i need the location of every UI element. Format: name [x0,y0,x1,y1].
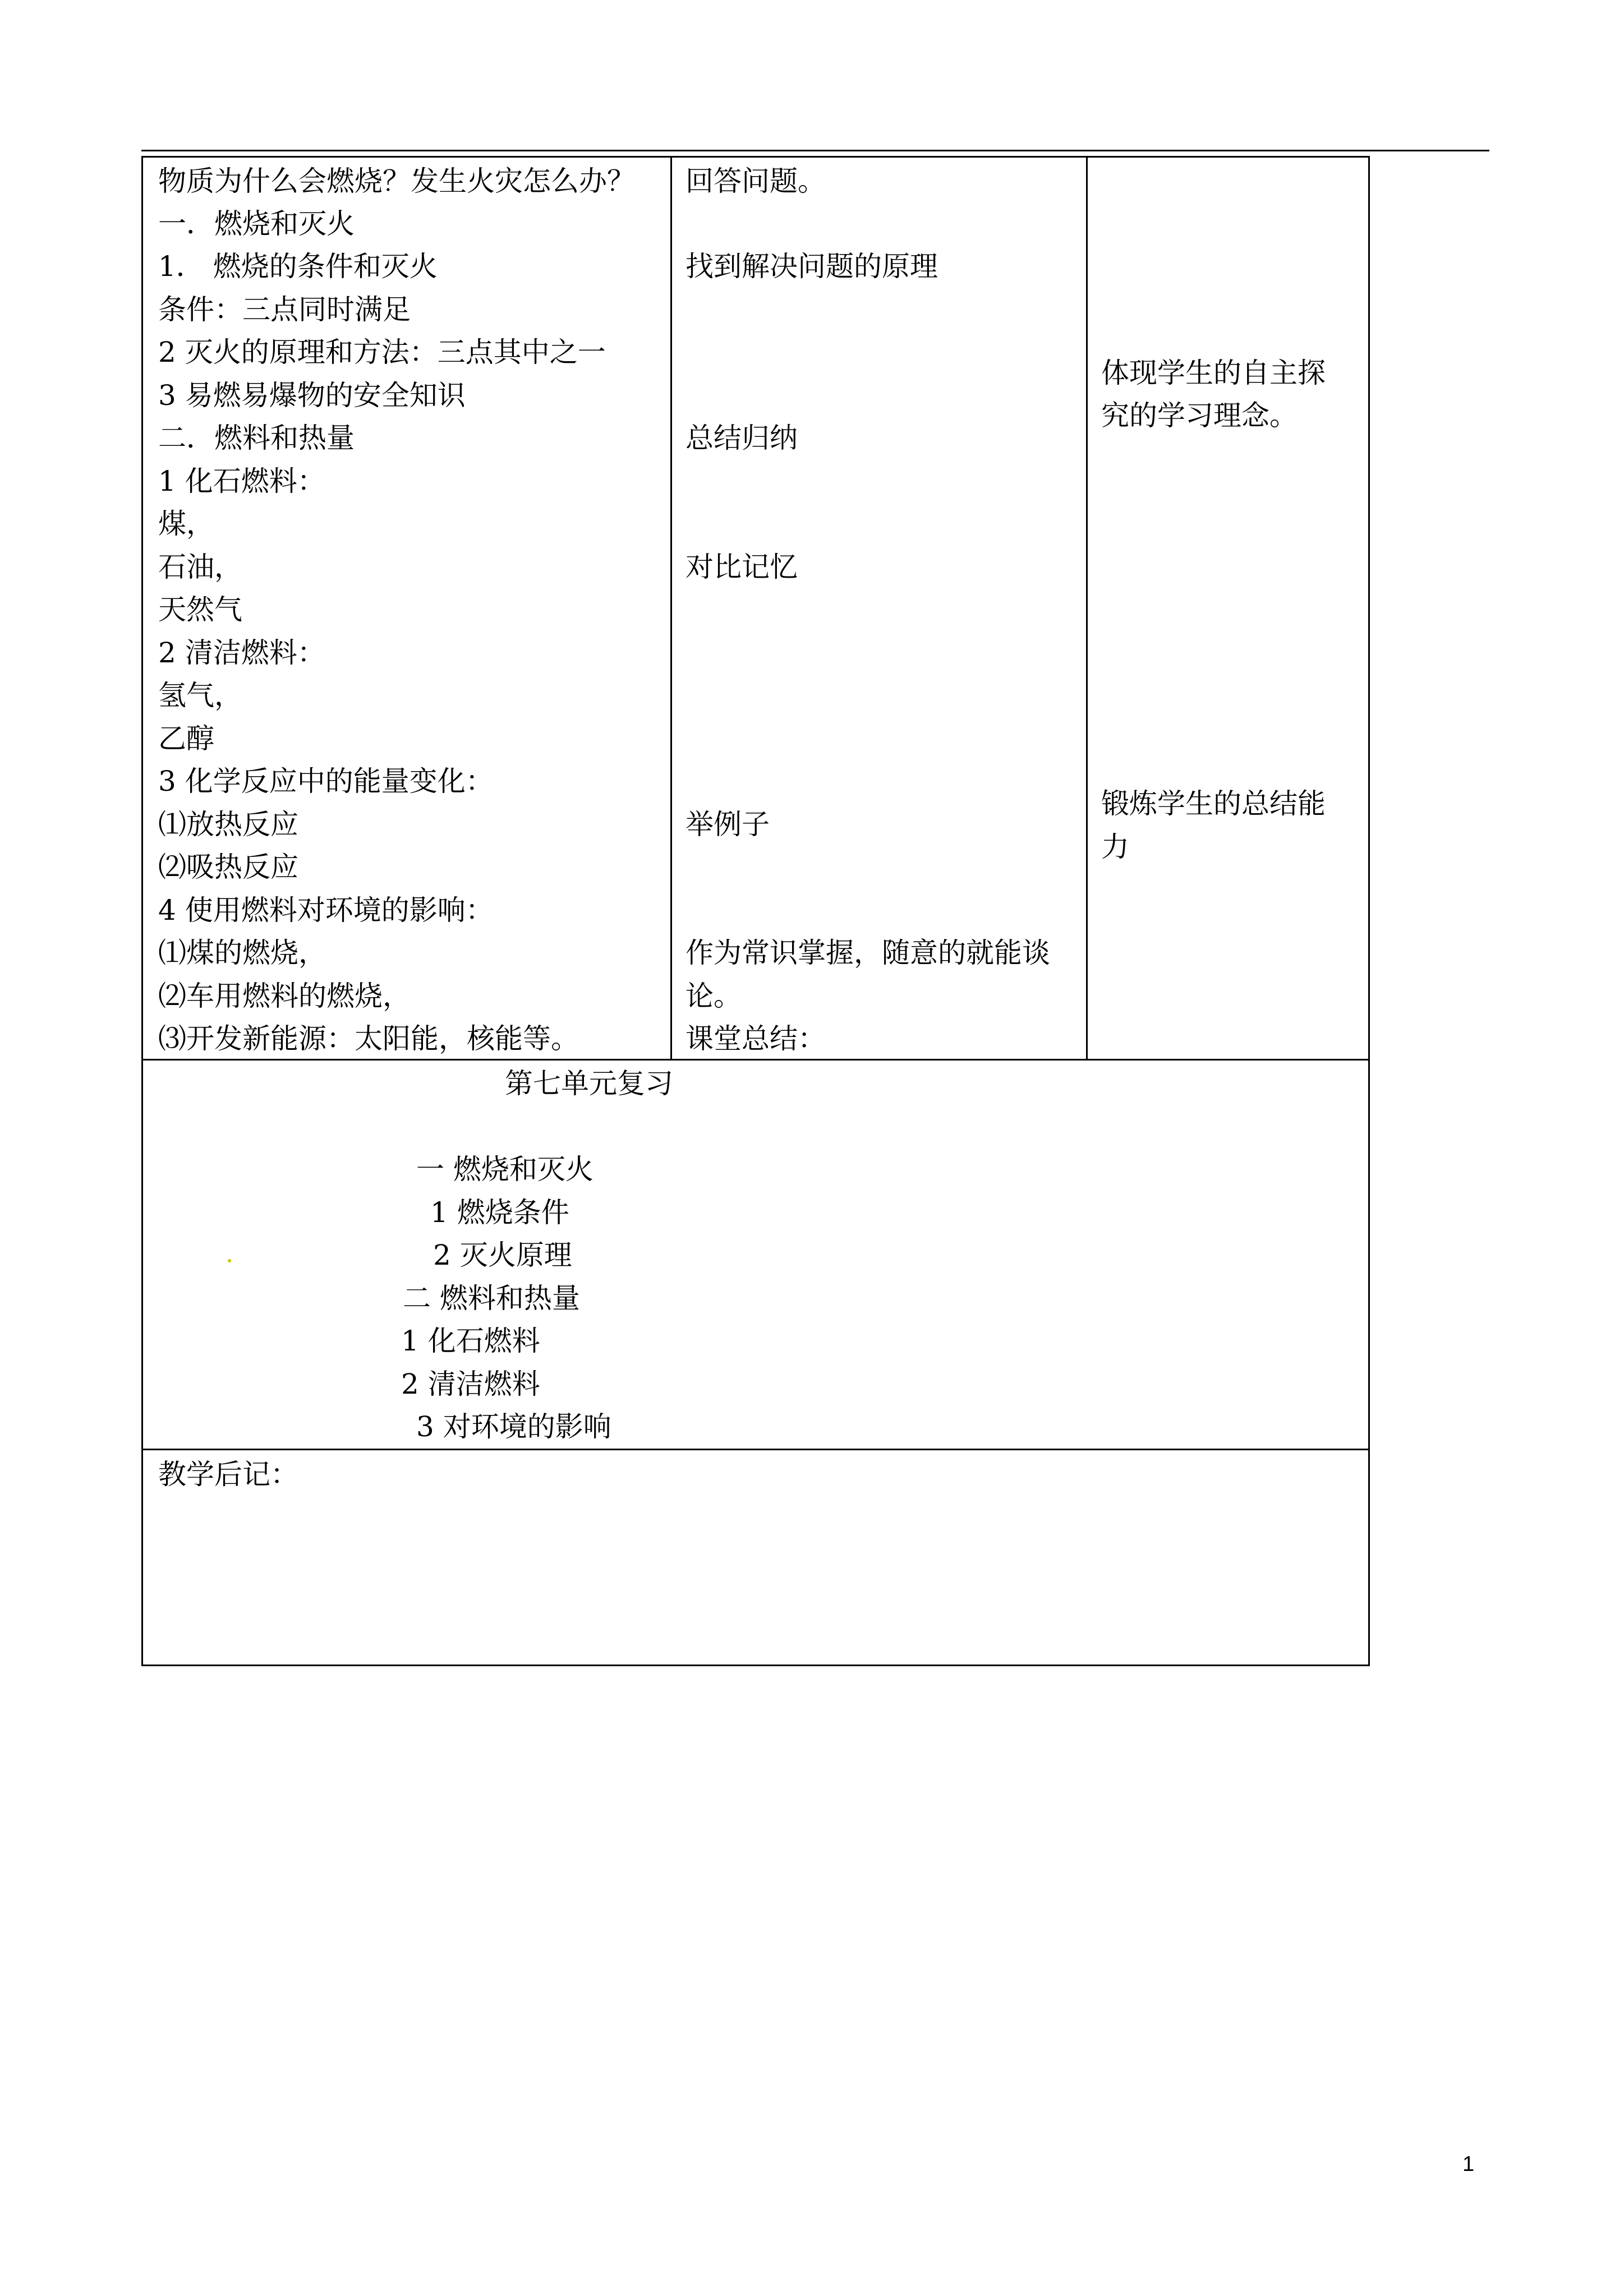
board-line: 2 灭火原理 [433,1239,572,1271]
table-divider-col2 [1086,156,1088,1061]
content-line: 2 灭火的原理和方法：三点其中之一 [158,336,606,368]
content-line: ⑶开发新能源：太阳能，核能等。 [158,1022,579,1055]
activity-line: 作为常识掌握，随意的就能谈 [686,937,1050,969]
board-line: 一 燃烧和灭火 [416,1153,594,1186]
activity-line: 回答问题。 [686,165,826,197]
content-line: 石油， [158,551,242,583]
activity-line: 课堂总结： [686,1022,826,1055]
content-line: 1． 燃烧的条件和灭火 [158,250,438,283]
table-divider-row2 [141,1449,1370,1450]
board-line: 2 清洁燃料 [401,1368,540,1400]
intent-line: 力 [1101,831,1129,863]
table-border-top [141,156,1370,158]
content-line: 氢气， [158,679,242,712]
content-line: 一．燃烧和灭火 [158,208,355,240]
stray-dot [228,1259,231,1262]
activity-line: 举例子 [686,808,770,841]
content-line: 3 化学反应中的能量变化： [158,765,494,797]
activity-line: 找到解决问题的原理 [686,250,938,283]
page-number: 1 [1462,2152,1475,2176]
activity-line: 论。 [686,980,742,1012]
board-line: 1 燃烧条件 [430,1196,569,1229]
board-line: 3 对环境的影响 [416,1410,611,1443]
content-line: 3 易燃易爆物的安全知识 [158,379,466,412]
content-line: 二．燃料和热量 [158,422,355,454]
table-divider-col1 [670,156,672,1061]
intent-line: 体现学生的自主探 [1101,357,1326,389]
content-line: 4 使用燃料对环境的影响： [158,894,494,926]
content-line: 物质为什么会燃烧？发生火灾怎么办？ [158,165,635,197]
postscript-label: 教学后记： [158,1458,298,1491]
intent-line: 锻炼学生的总结能 [1101,787,1326,820]
header-rule [141,150,1489,151]
intent-line: 究的学习理念。 [1101,399,1298,432]
content-line: ⑴煤的燃烧， [158,937,326,969]
board-line: 二 燃料和热量 [403,1282,580,1315]
content-line: 2 清洁燃料： [158,637,325,669]
content-line: 条件：三点同时满足 [158,293,411,326]
table-border-left [141,156,143,1666]
board-title: 第七单元复习 [505,1067,673,1100]
activity-line: 总结归纳 [686,422,798,454]
content-line: 天然气 [158,593,242,626]
content-line: 煤， [158,508,214,540]
content-line: ⑴放热反应 [158,808,298,841]
board-line: 1 化石燃料 [401,1325,540,1357]
content-line: ⑵车用燃料的燃烧， [158,980,411,1012]
table-border-bottom [141,1665,1370,1666]
content-line: ⑵吸热反应 [158,851,298,883]
activity-line: 对比记忆 [686,551,798,583]
table-border-right [1368,156,1370,1666]
content-line: 乙醇 [158,722,214,755]
content-line: 1 化石燃料： [158,465,325,497]
